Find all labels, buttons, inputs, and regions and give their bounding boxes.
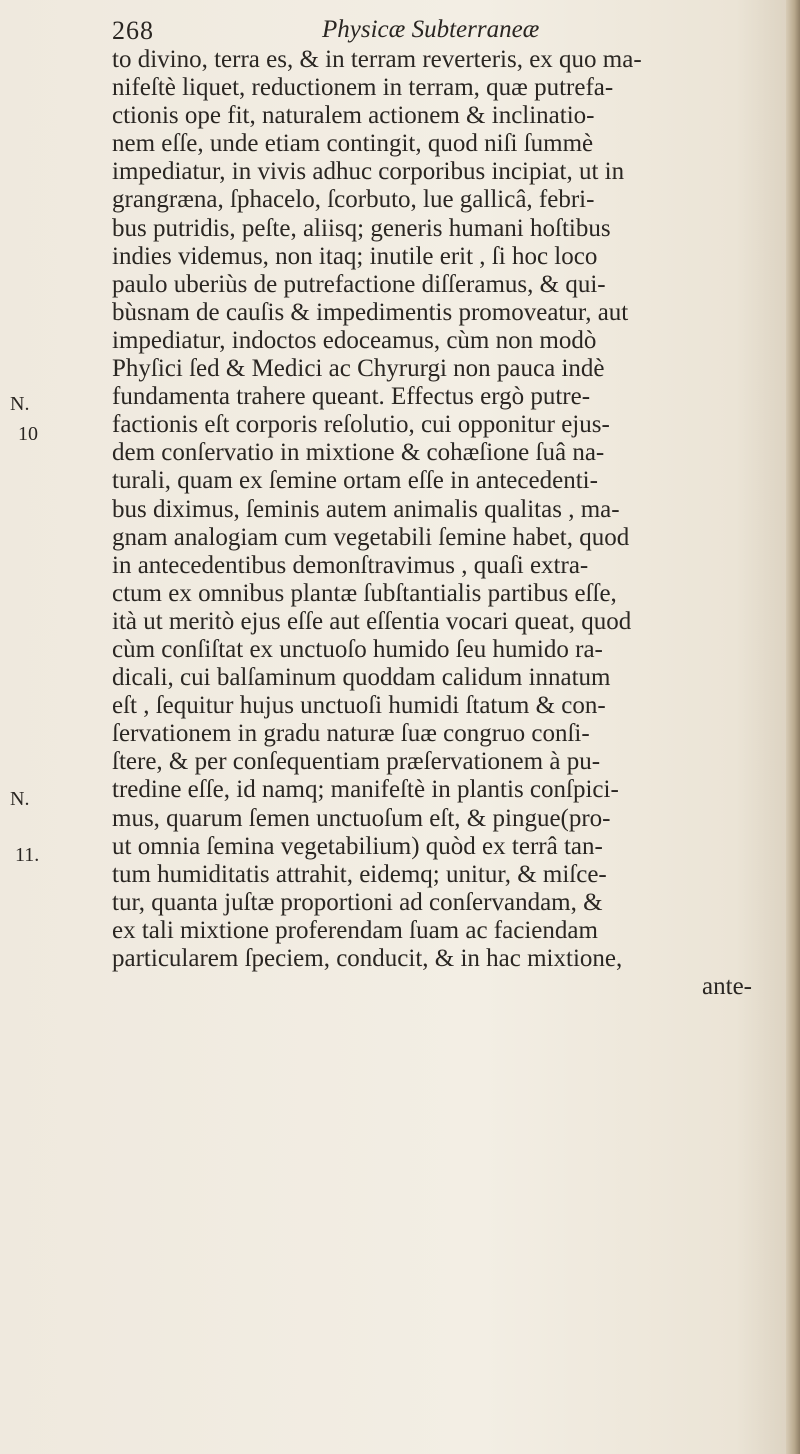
text-line: grangræna, ſphacelo, ſcorbuto, lue gallicâ, febri- bbox=[112, 186, 595, 214]
text-line: indies videmus, non itaq; inutile erit , ſi hoc loco bbox=[112, 242, 598, 270]
margin-note: N. bbox=[10, 788, 30, 810]
text-line: turali, quam ex ſemine ortam eſſe in antecedenti- bbox=[112, 467, 598, 495]
margin-note: N. bbox=[10, 393, 30, 415]
text-line: factionis eſt corporis reſolutio, cui opponitur ejus- bbox=[112, 411, 610, 439]
text-line: ex tali mixtione proferendam ſuam ac faciendam bbox=[112, 916, 598, 944]
text-line: ctum ex omnibus plantæ ſubſtantialis partibus eſſe, bbox=[112, 579, 617, 607]
text-line: tum humiditatis attrahit, eidemq; unitur, & miſce- bbox=[112, 860, 607, 888]
text-line: tredine eſſe, id namq; manifeſtè in plantis conſpici- bbox=[112, 776, 619, 804]
text-line: bùsnam de cauſis & impedimentis promoveatur, aut bbox=[112, 298, 629, 326]
text-line: in antecedentibus demonſtravimus , quaſi extra- bbox=[112, 551, 589, 579]
text-line: dicali, cui balſaminum quoddam calidum innatum bbox=[112, 664, 611, 692]
text-line: ità ut meritò ejus eſſe aut eſſentia vocari queat, quod bbox=[112, 607, 632, 635]
text-line: eſt , ſequitur hujus unctuoſi humidi ſtatum & con- bbox=[112, 692, 606, 720]
text-line: particularem ſpeciem, conducit, & in hac mixtione, bbox=[112, 945, 623, 972]
text-line: cùm conſiſtat ex unctuoſo humido ſeu humido ra- bbox=[112, 635, 603, 663]
text-line: mus, quarum ſemen unctuoſum eſt, & pingue(pro- bbox=[112, 804, 611, 832]
text-line: bus diximus, ſeminis autem animalis qualitas , ma- bbox=[112, 495, 620, 523]
body-text bbox=[112, 46, 792, 1001]
text-line: fundamenta trahere queant. Effectus ergò putre- bbox=[112, 383, 591, 411]
text-line: dem conſervatio in mixtione & cohæſione ſuâ na- bbox=[112, 439, 605, 467]
margin-notes bbox=[0, 0, 60, 1454]
text-line: tur, quanta juſtæ proportioni ad conſervandam, & bbox=[112, 888, 603, 916]
text-line: nem eſſe, unde etiam contingit, quod niſi ſummè bbox=[112, 130, 594, 158]
text-line: to divino, terra es, & in terram reverteris, ex quo ma- bbox=[112, 46, 642, 73]
margin-note: 11. bbox=[15, 844, 40, 866]
text-line: nifeſtè liquet, reductionem in terram, quæ putrefa- bbox=[112, 74, 614, 102]
margin-note: 10 bbox=[18, 423, 38, 445]
page-number: 268 bbox=[112, 16, 154, 45]
text-line: ſtere, & per conſequentiam præſervationem à pu- bbox=[112, 748, 601, 776]
text-line: ctionis ope fit, naturalem actionem & inclinatio- bbox=[112, 102, 595, 130]
catchword: ante- bbox=[702, 973, 752, 1001]
text-line: Phyſici ſed & Medici ac Chyrurgi non pauca indè bbox=[112, 355, 605, 383]
text-line: gnam analogiam cum vegetabili ſemine habet, quod bbox=[112, 523, 630, 551]
text-line: paulo uberiùs de putrefactione diſſeramus, & qui- bbox=[112, 270, 606, 298]
text-line: impediatur, in vivis adhuc corporibus incipiat, ut in bbox=[112, 158, 625, 186]
running-head: Physicæ Subterraneæ bbox=[322, 16, 540, 43]
text-line: bus putridis, peſte, aliisq; generis humani hoſtibus bbox=[112, 214, 611, 242]
text-line: ſervationem in gradu naturæ ſuæ congruo conſi- bbox=[112, 720, 590, 748]
text-line: ut omnia ſemina vegetabilium) quòd ex terrâ tan- bbox=[112, 832, 603, 860]
text-line: impediatur, indoctos edoceamus, cùm non modò bbox=[112, 326, 597, 354]
page-edge bbox=[786, 0, 800, 1454]
